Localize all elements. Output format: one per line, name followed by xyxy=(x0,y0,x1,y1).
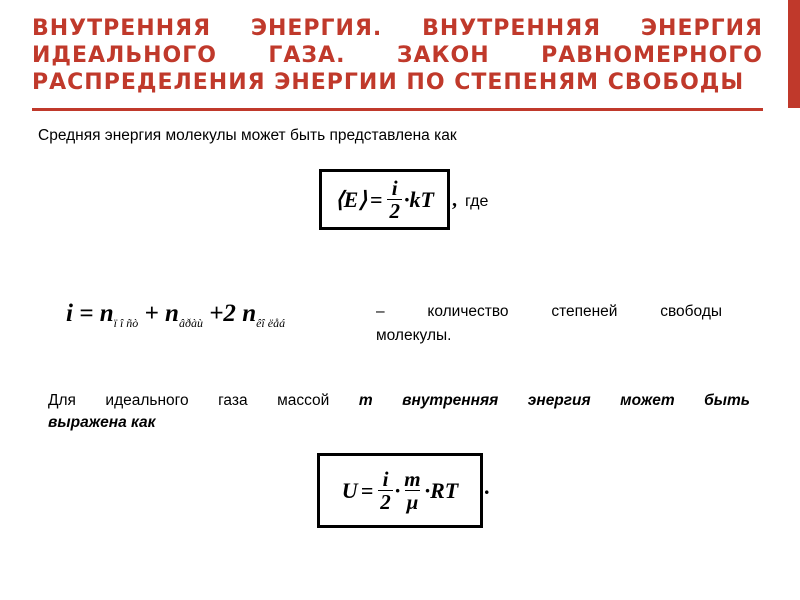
formula1-lhs: ⟨E⟩ xyxy=(335,186,367,212)
end-dot: . xyxy=(484,474,490,499)
title-line-2: ИДЕАЛЬНОГО ГАЗА. ЗАКОН РАВНОМЕРНОГО xyxy=(32,43,763,68)
formula1-den: 2 xyxy=(389,199,400,223)
plus-2: +2 xyxy=(202,300,243,327)
title-line-3: РАСПРЕДЕЛЕНИЯ ЭНЕРГИИ ПО СТЕПЕНЯМ СВОБОДЫ xyxy=(32,70,745,95)
formula2-den2: μ xyxy=(406,490,419,514)
title-underline xyxy=(32,108,763,111)
sub-rot: âðàù xyxy=(178,316,203,330)
mean-energy-formula xyxy=(319,169,450,230)
n-vib: n xyxy=(242,300,257,327)
accent-bar xyxy=(788,0,800,108)
degrees-of-freedom-formula xyxy=(66,300,285,331)
formula1-rhs: ·kT xyxy=(403,186,434,212)
formula2-dot: · xyxy=(394,477,401,503)
sub-trans: ï î ñò xyxy=(113,316,139,330)
comma: , xyxy=(452,189,457,211)
formula1-fraction xyxy=(387,177,402,222)
n-trans: n xyxy=(99,300,114,327)
gas-part-1: Для идеального газа массой xyxy=(48,392,359,409)
where-label xyxy=(452,189,488,212)
formula2-fraction-2 xyxy=(402,468,422,513)
formula1-num: i xyxy=(391,176,398,200)
formula2-fraction-1 xyxy=(378,468,393,513)
formula2-rhs: ·RT xyxy=(424,477,459,503)
degrees-description xyxy=(376,300,722,348)
formula1-eq: = xyxy=(369,186,383,212)
title-line-1: ВНУТРЕННЯЯ ЭНЕРГИЯ. ВНУТРЕННЯЯ ЭНЕРГИЯ xyxy=(32,16,763,41)
formula2-lhs: U xyxy=(341,477,358,503)
where-text: где xyxy=(465,193,489,210)
desc-line-1: – количество степеней свободы xyxy=(376,303,722,320)
intro-text: Средняя энергия молекулы может быть представлена как xyxy=(38,127,457,144)
ideal-gas-text xyxy=(48,390,750,434)
plus-1: + xyxy=(138,300,166,327)
gas-part-2: m внутренняя энергия может быть xyxy=(358,392,750,409)
formula2-num1: i xyxy=(382,467,389,491)
slide-title xyxy=(32,15,763,96)
gas-line-1 xyxy=(48,390,750,412)
sub-vib: êî ëåá xyxy=(256,316,286,330)
gas-line-2: выражена как xyxy=(48,414,156,431)
formula2-eq: = xyxy=(360,477,374,503)
internal-energy-formula xyxy=(317,453,483,528)
i-lhs: i = xyxy=(66,300,100,327)
n-rot: n xyxy=(165,300,179,327)
formula2-num2: m xyxy=(404,467,421,491)
formula2-den1: 2 xyxy=(380,490,391,514)
desc-line-2: молекулы. xyxy=(376,327,452,344)
